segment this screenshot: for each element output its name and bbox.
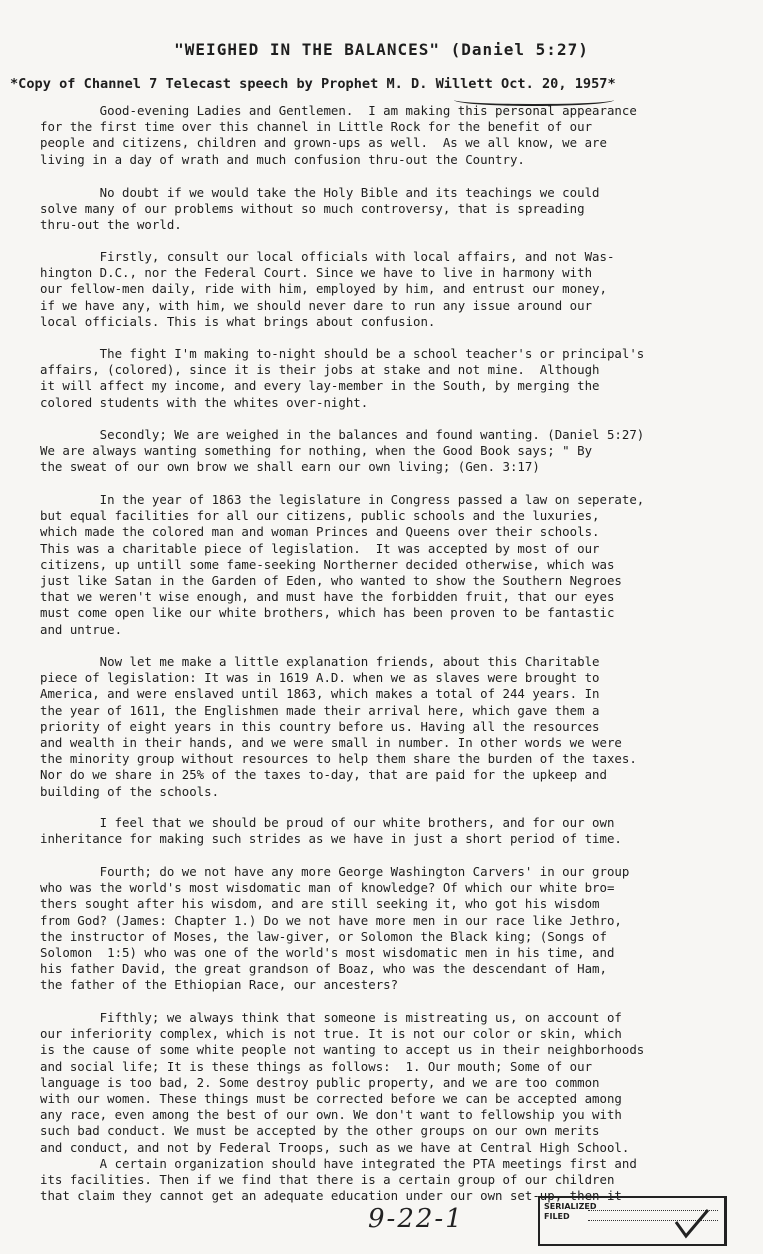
paragraph-fight: The fight I'm making to-night should be a school teacher's or principal's affairs, (colored), since it is their jobs at stake and not mine. Although it will affect my income, and every lay-member in the South, by merging the colored students with the whites over-night. <box>40 346 645 410</box>
stamp-serialized-label: SERIALIZED <box>544 1202 597 1211</box>
document-subtitle: *Copy of Channel 7 Telecast speech by Prophet M. D. Willett Oct. 20, 1957* <box>10 76 616 92</box>
paragraph-greeting: Good-evening Ladies and Gentlemen. I am making this personal appearance for the first time over this channel in Little Rock for the benefit of our people and citizens, children and grown-ups as well. As we all know, we are living in a day of wrath and much confusion thru-out the Country. <box>40 103 637 167</box>
paragraph-secondly: Secondly; We are weighed in the balances and found wanting. (Daniel 5:27) We are always wanting something for nothing, when the Good Book says; " By the sweat of our own brow we shall earn our own living; (Gen. 3:17) <box>40 427 645 475</box>
paragraph-fourth: Fourth; do we not have any more George Washington Carvers' in our group who was the world's most wisdomatic man of knowledge? Of which our white bro= thers sought after his wisdom, and are still seeking it, who got his wisdom from God? (James: Chapter 1.) Do we not have more men in our race like Jethro, the instructor of Moses, the law-giver, or Solomon the Black king; (Songs of Solomon 1:5) who was one of the world's most wisdomatic men in his time, and his father David, the great grandson of Boaz, who was the descendant of Ham, the father of the Ethiopian Race, our ancesters? <box>40 864 630 993</box>
handwritten-file-number: 9-22-1 <box>368 1204 464 1234</box>
paragraph-firstly: Firstly, consult our local officials with local affairs, and not Was- hington D.C., nor the Federal Court. Since we have to live in harmony with our fellow-men daily, ride with him, employed by him, and entrust our money, if we have any, with him, we should never dare to run any issue around our local officials. This is what brings about confusion. <box>40 249 615 329</box>
paragraph-fifthly: Fifthly; we always think that someone is mistreating us, on account of our inferiority complex, which is not true. It is not our color or skin, which is the cause of some white people not wanting to accept us in their neighborhoods and social life; It is these things as follows: 1. Our mouth; Some of our language is too bad, 2. Some destroy public property, and we are too common with our women. These things must be corrected before we can be accepted among any race, even among the best of our own. We don't want to fellowship you with such bad conduct. We must be accepted by the other groups on our own merits and conduct, and not by Federal Troops, such as we have at Central High School. A certain organization should have integrated the PTA meetings first and its facilities. Then if we find that there is a certain group of our children that claim they cannot get an adequate education under our own set-up, then it <box>40 1010 645 1204</box>
document-title: "WEIGHED IN THE BALANCES" (Daniel 5:27) <box>174 40 589 59</box>
paragraph-1863: In the year of 1863 the legislature in Congress passed a law on seperate, but equal facilities for all our citizens, public schools and the luxuries, which made the colored man and woman Princes and Queens over their schools. This was a charitable piece of legislation. It was accepted by most of our citizens, up untill some fame-seeking Northerner decided otherwise, which was just like Satan in the Garden of Eden, who wanted to show the Southern Negroes that we weren't wise enough, and must have the forbidden fruit, that our eyes must come open like our white brothers, which has been proven to be fantastic and untrue. <box>40 492 645 637</box>
paragraph-explanation: Now let me make a little explanation friends, about this Charitable piece of legislation: It was in 1619 A.D. when we as slaves were brought to America, and were enslaved until 1863, which makes a total of 244 years. In the year of 1611, the Englishmen made their arrival here, which gave them a priority of eight years in this country before us. Having all the resources and wealth in their hands, and we were small in number. In other words we were the minority group without resources to help them share the burden of the taxes. Nor do we share in 25% of the taxes to-day, that are paid for the upkeep and building of the schools. <box>40 654 637 799</box>
handwritten-check-icon <box>672 1206 712 1240</box>
paragraph-proud: I feel that we should be proud of our white brothers, and for our own inheritance for making such strides as we have in just a short period of time. <box>40 815 622 847</box>
stamp-filed-label: FILED <box>544 1212 570 1221</box>
paragraph-bible: No doubt if we would take the Holy Bible and its teachings we could solve many of our problems without so much controversy, that is spreading thru-out the world. <box>40 185 600 233</box>
